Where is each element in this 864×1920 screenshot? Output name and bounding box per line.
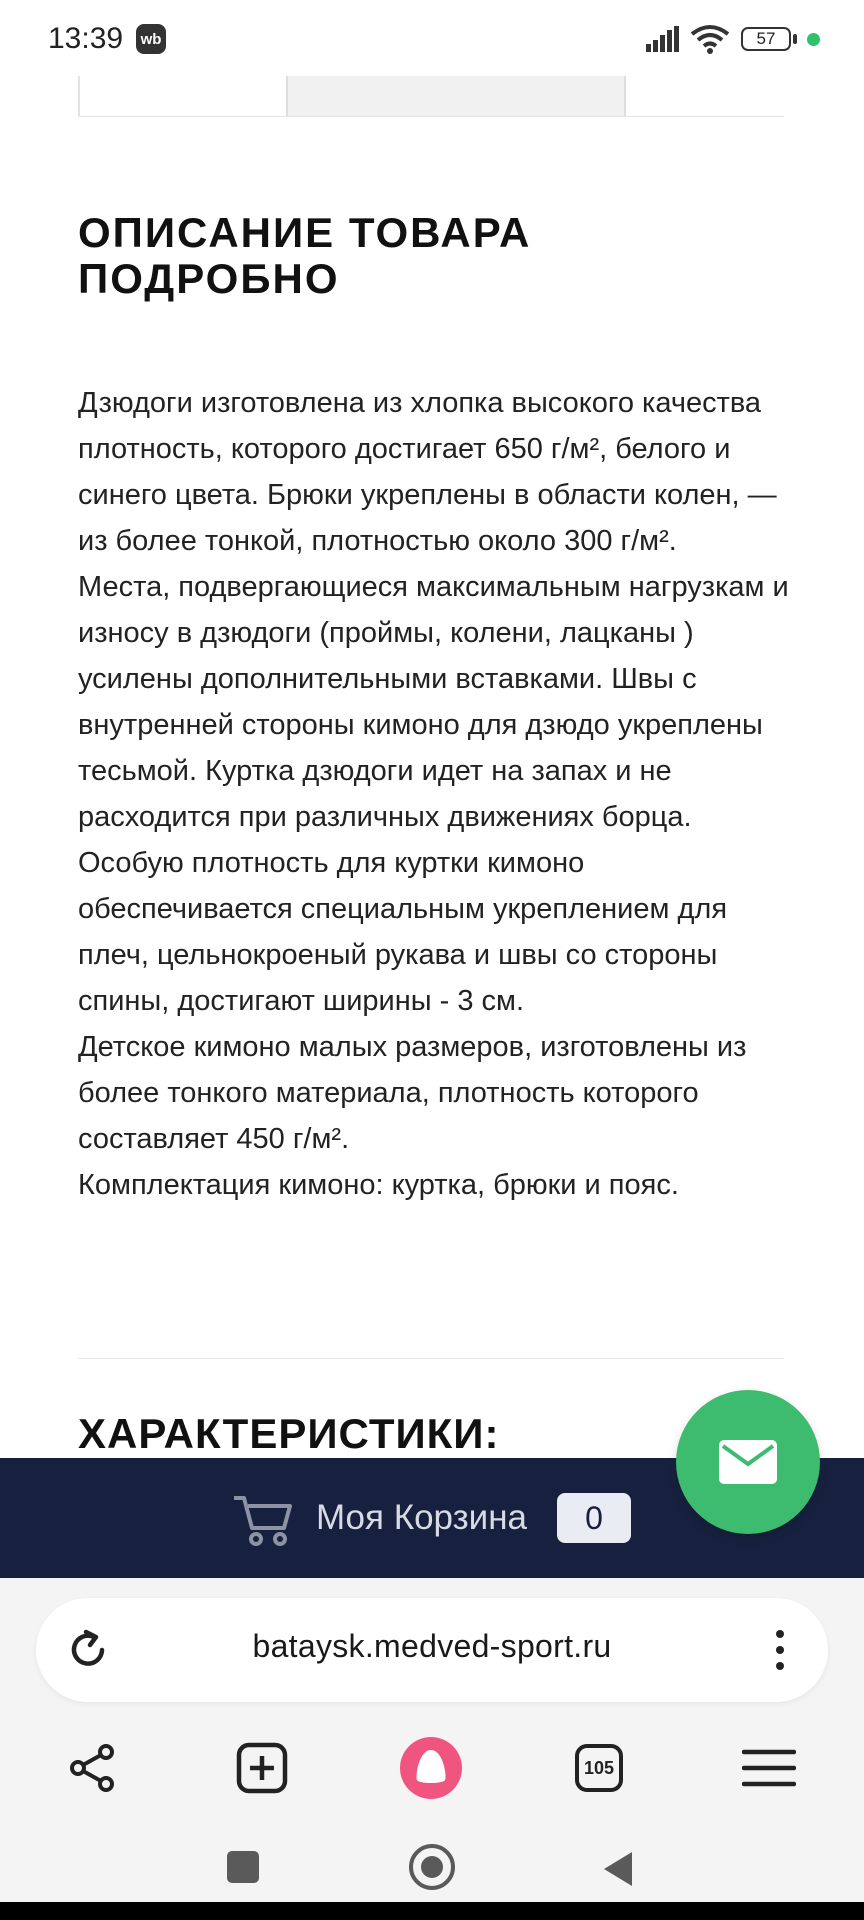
- mail-button[interactable]: [676, 1390, 820, 1534]
- description-title: ОПИСАНИЕ ТОВАРА ПОДРОБНО: [78, 209, 532, 302]
- description-paragraph: Комплектация кимоно: куртка, брюки и пояс.: [78, 1169, 679, 1201]
- cart-count-badge[interactable]: 0: [557, 1493, 631, 1543]
- signal-icon: [646, 26, 680, 57]
- description-paragraph: Дзюдоги изготовлена из хлопка высокого качества плотность, которого достигает 650 г/м², белого и синего цвета. Брюки укреплены в области колен, — из более тонкой, плотностью около 300 г/м².: [78, 387, 777, 557]
- recents-icon[interactable]: [227, 1851, 259, 1883]
- wifi-icon: [690, 24, 730, 59]
- menu-icon[interactable]: [729, 1728, 809, 1808]
- more-vertical-icon[interactable]: [770, 1628, 790, 1677]
- table-border: [78, 116, 784, 117]
- share-icon[interactable]: [52, 1728, 132, 1808]
- divider: [78, 1358, 784, 1359]
- back-icon[interactable]: [602, 1850, 634, 1893]
- address-bar[interactable]: [36, 1598, 828, 1702]
- battery-icon: 57: [741, 27, 791, 51]
- mail-icon: [719, 1440, 777, 1484]
- status-bar: [0, 0, 864, 76]
- spec-table-remnant: [78, 76, 784, 118]
- status-dot: [807, 33, 820, 46]
- battery-tip: [793, 34, 797, 44]
- table-cell: [286, 76, 626, 116]
- status-time: 13:39: [48, 22, 124, 55]
- cart-label[interactable]: Моя Корзина: [316, 1498, 528, 1537]
- description-paragraph: Детское кимоно малых размеров, изготовлены из более тонкого материала, плотность которого составляет 450 г/м².: [78, 1031, 747, 1155]
- description-body: [78, 380, 790, 1208]
- cart-icon[interactable]: [232, 1492, 292, 1553]
- home-icon[interactable]: [409, 1844, 455, 1890]
- wb-app-icon: wb: [136, 24, 166, 54]
- characteristics-title: ХАРАКТЕРИСТИКИ:: [78, 1410, 500, 1457]
- table-border: [78, 76, 80, 116]
- assistant-icon[interactable]: [391, 1728, 471, 1808]
- tabs-count: 105: [583, 1757, 615, 1778]
- tabs-icon[interactable]: [559, 1728, 639, 1808]
- description-paragraph: Места, подвергающиеся максимальным нагрузкам и износу в дзюдоги (проймы, колени, лацканы ) усилены дополнительными вставками. Швы с внутренней стороны кимоно для дзюдо укреплены тесьмой. Куртка дзюдоги идет на запах и не расходится при различных движениях борца. Особую плотность для куртки кимоно обеспечивается специальным укреплением для плеч, цельнокроеный рукава и швы со стороны спины, достигают ширины - 3 см.: [78, 571, 789, 1017]
- screen-bottom-edge: [0, 1902, 864, 1920]
- new-tab-icon[interactable]: [222, 1728, 302, 1808]
- url-text[interactable]: bataysk.medved-sport.ru: [252, 1628, 612, 1664]
